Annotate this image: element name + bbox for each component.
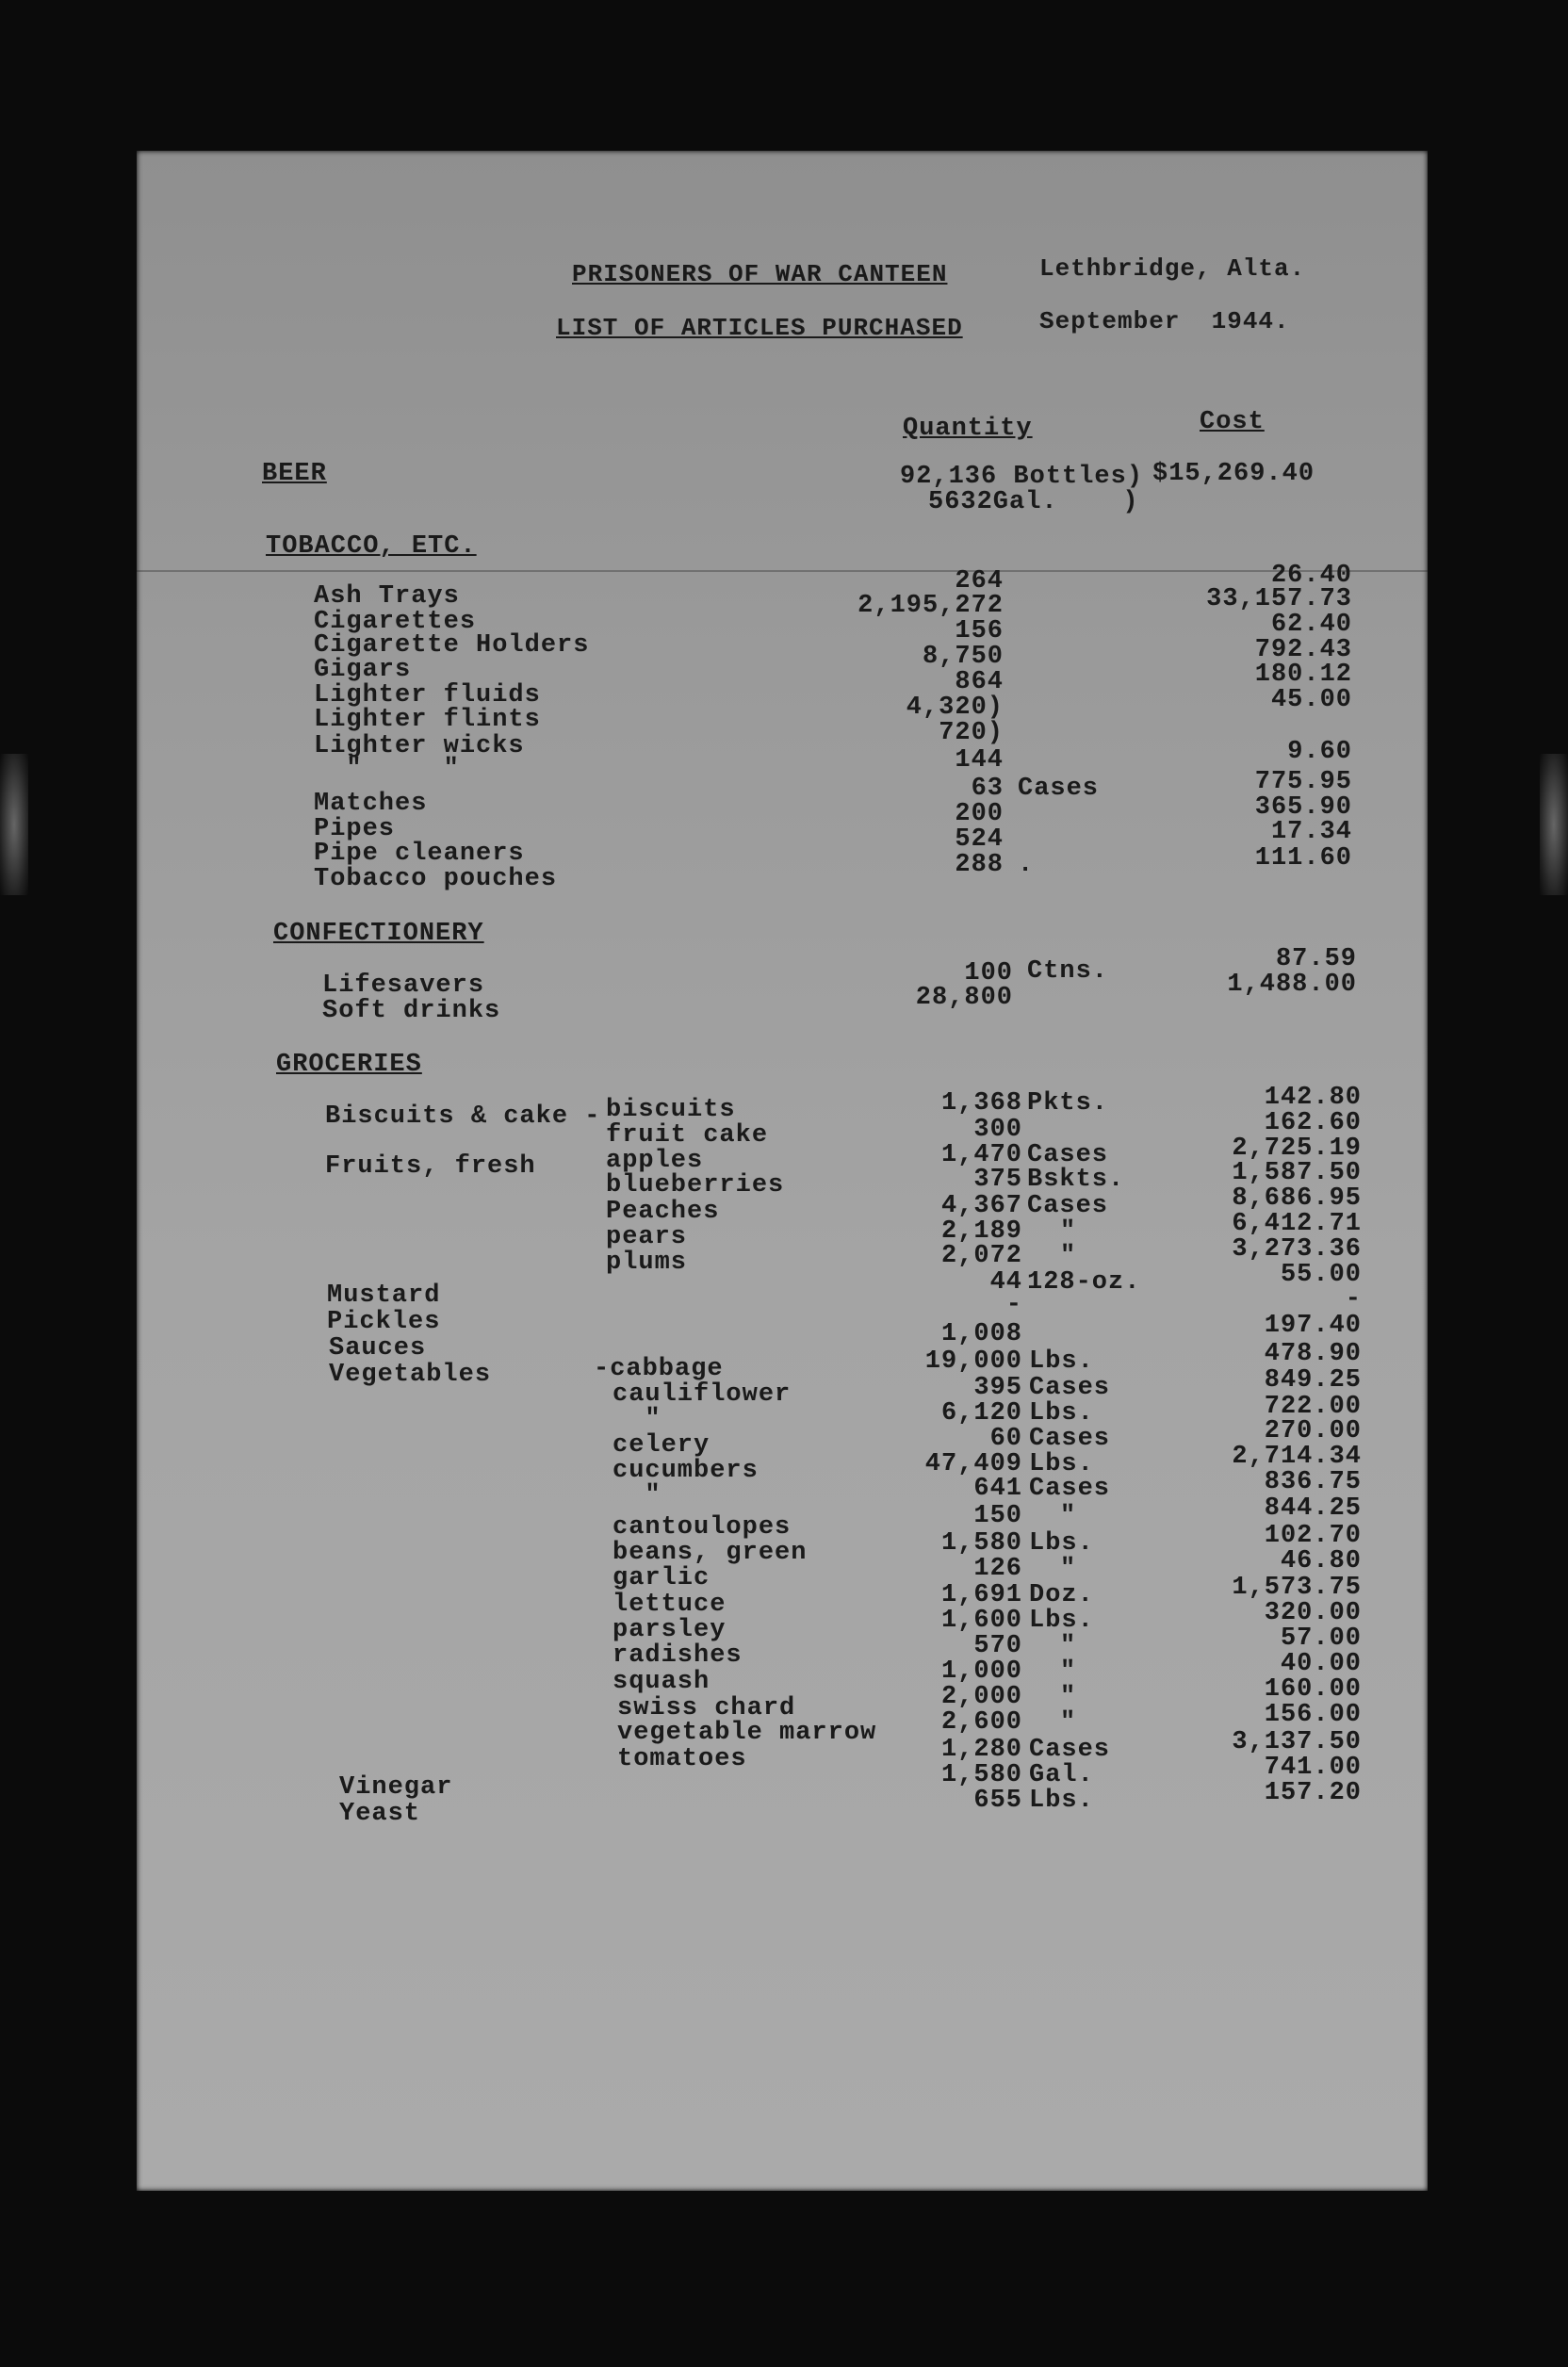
tobacco-item-name: Pipes [314,815,396,843]
quantity-header: Quantity [903,415,1033,443]
tobacco-item-name: Lighter wicks [314,732,525,760]
grocery-unit: " [1060,1502,1077,1530]
grocery-unit: " [1060,1632,1077,1660]
beer-qty-bottles: 92,136 Bottles) [900,463,1144,491]
grocery-qty: 2,600 [940,1708,1022,1737]
grocery-cost: 57.00 [1280,1624,1362,1653]
grocery-qty: 1,600 [940,1607,1022,1635]
tobacco-label: TOBACCO, ETC. [266,532,477,561]
grocery-unit: Lbs. [1029,1450,1094,1478]
tobacco-item-qty: 2,195,272 [858,592,1004,620]
grocery-qty: 395 [973,1374,1022,1402]
tobacco-item-name: Lighter fluids [314,681,541,710]
grocery-subitem: Peaches [606,1198,720,1226]
grocery-subitem: blueberries [606,1171,785,1200]
confectionery-item-unit: Ctns. [1027,957,1109,986]
grocery-category: Sauces [329,1334,427,1363]
grocery-subitem: parsley [612,1616,727,1644]
grocery-unit: Gal. [1029,1761,1094,1789]
film-edge-right [1540,754,1568,895]
grocery-qty: 2,189 [940,1217,1022,1246]
grocery-subitem: pears [606,1223,688,1251]
tobacco-item-qty: 156 [955,617,1004,645]
grocery-cost: 157.20 [1264,1779,1362,1807]
grocery-cost: 162.60 [1264,1109,1362,1137]
grocery-unit: Lbs. [1029,1607,1094,1635]
tobacco-item-qty: 524 [955,825,1004,854]
grocery-cost: 3,137.50 [1232,1728,1362,1756]
tobacco-item-qty: 288 [955,851,1004,879]
tobacco-item-name: Pipe cleaners [314,840,525,868]
tobacco-item-name: Cigarette Holders [314,631,590,660]
tobacco-item-cost: 111.60 [1254,844,1352,873]
tobacco-item-cost: 62.40 [1270,611,1352,639]
grocery-qty: 2,072 [940,1242,1022,1270]
confectionery-item-cost: 87.59 [1275,945,1357,973]
tobacco-item-name: Lighter flints [314,706,541,734]
grocery-subitem: apples [606,1147,704,1175]
grocery-category: Biscuits & cake - [325,1102,601,1131]
grocery-qty: 60 [989,1425,1022,1453]
tobacco-item-cost: 45.00 [1270,686,1352,714]
grocery-category: Vinegar [339,1773,453,1802]
grocery-unit: " [1060,1683,1077,1711]
tobacco-item-name: Cigarettes [314,608,477,636]
grocery-qty: 44 [989,1268,1022,1297]
grocery-cost: 55.00 [1280,1261,1362,1289]
grocery-qty: 1,580 [940,1761,1022,1789]
grocery-cost: 160.00 [1264,1675,1362,1704]
grocery-subitem: -cabbage [594,1355,724,1383]
doc-title: PRISONERS OF WAR CANTEEN [572,260,948,288]
grocery-subitem: celery [612,1431,710,1460]
grocery-qty: 641 [973,1475,1022,1503]
grocery-subitem: garlic [612,1564,710,1592]
grocery-cost: 836.75 [1264,1468,1362,1496]
grocery-qty: 19,000 [924,1347,1022,1376]
grocery-unit: Cases [1029,1475,1111,1503]
grocery-subitem: biscuits [606,1096,736,1124]
tobacco-item-qty: 4,320) [906,694,1004,722]
grocery-cost: 320.00 [1264,1599,1362,1627]
grocery-category: Fruits, fresh [325,1152,536,1181]
grocery-subitem: cauliflower [612,1380,792,1409]
tobacco-item-cost: 17.34 [1270,818,1352,846]
grocery-unit: Cases [1029,1374,1111,1402]
cost-header: Cost [1200,408,1265,436]
grocery-qty: 1,580 [940,1529,1022,1558]
confectionery-item-cost: 1,488.00 [1227,971,1357,999]
grocery-cost: 102.70 [1264,1522,1362,1550]
grocery-qty: 150 [973,1502,1022,1530]
grocery-unit: Lbs. [1029,1529,1094,1558]
confectionery-item-name: Soft drinks [322,997,501,1025]
grocery-cost: 46.80 [1280,1547,1362,1575]
doc-date: September 1944. [1039,307,1290,335]
grocery-qty: 1,691 [940,1581,1022,1609]
grocery-category: Yeast [339,1800,421,1828]
tobacco-item-cost: 180.12 [1254,661,1352,689]
grocery-qty: 1,000 [940,1657,1022,1686]
tobacco-item-cost: 33,157.73 [1206,585,1352,613]
confectionery-item-qty: 28,800 [915,984,1013,1012]
grocery-category: Mustard [327,1281,441,1310]
grocery-qty: 47,409 [924,1450,1022,1478]
grocery-unit: " [1060,1242,1077,1270]
grocery-qty: 2,000 [940,1683,1022,1711]
grocery-subitem: " [612,1405,662,1433]
grocery-cost: - [1345,1285,1362,1314]
grocery-cost: 844.25 [1264,1494,1362,1523]
grocery-category: Vegetables [329,1361,492,1389]
grocery-cost: 40.00 [1280,1650,1362,1678]
beer-cost: $15,269.40 [1152,460,1315,488]
grocery-unit: Cases [1027,1141,1109,1169]
grocery-cost: 722.00 [1264,1393,1362,1421]
grocery-subitem: " [612,1481,662,1510]
grocery-cost: 849.25 [1264,1366,1362,1395]
grocery-cost: 2,725.19 [1232,1135,1362,1163]
grocery-unit: Lbs. [1029,1399,1094,1428]
grocery-cost: 3,273.36 [1232,1235,1362,1264]
grocery-unit: Lbs. [1029,1787,1094,1815]
grocery-cost: 2,714.34 [1232,1443,1362,1471]
grocery-unit: " [1060,1708,1077,1737]
grocery-subitem: squash [612,1668,710,1696]
tobacco-item-qty: 63 [971,775,1004,803]
grocery-qty: 6,120 [940,1399,1022,1428]
grocery-subitem: tomatoes [617,1745,747,1773]
tobacco-item-qty: 144 [955,746,1004,775]
grocery-qty: 1,280 [940,1736,1022,1764]
grocery-subitem: fruit cake [606,1121,769,1150]
grocery-unit: Cases [1029,1736,1111,1764]
grocery-cost: 142.80 [1264,1084,1362,1112]
confectionery-item-name: Lifesavers [322,971,485,1000]
grocery-category: Pickles [327,1308,441,1336]
tobacco-item-cost: 775.95 [1254,768,1352,796]
grocery-cost: 197.40 [1264,1312,1362,1340]
grocery-qty: 1,368 [940,1089,1022,1118]
beer-label: BEER [262,460,327,488]
tobacco-item-cost: 792.43 [1254,636,1352,664]
grocery-subitem: swiss chard [617,1694,796,1722]
grocery-qty: 570 [973,1632,1022,1660]
grocery-cost: 741.00 [1264,1754,1362,1782]
grocery-subitem: radishes [612,1641,743,1670]
grocery-cost: 6,412.71 [1232,1210,1362,1238]
grocery-cost: 270.00 [1264,1417,1362,1445]
tobacco-item-qty: 720) [939,719,1004,747]
groceries-label: GROCERIES [276,1051,422,1079]
grocery-qty: - [1005,1291,1022,1319]
grocery-cost: 156.00 [1264,1701,1362,1729]
tobacco-item-unit: . [1018,851,1035,879]
grocery-unit: Lbs. [1029,1347,1094,1376]
grocery-qty: 1,470 [940,1141,1022,1169]
tobacco-item-name: Gigars [314,656,412,684]
doc-place: Lethbridge, Alta. [1039,254,1306,283]
grocery-subitem: plums [606,1249,688,1277]
grocery-unit: Cases [1027,1192,1109,1220]
grocery-subitem: beans, green [612,1539,808,1567]
grocery-cost: 1,587.50 [1232,1159,1362,1187]
tobacco-item-cost: 26.40 [1270,562,1352,590]
grocery-qty: 4,367 [940,1192,1022,1220]
grocery-qty: 375 [973,1166,1022,1194]
film-edge-left [0,754,28,895]
beer-qty-gal: 5632Gal. ) [928,488,1139,516]
grocery-subitem: cucumbers [612,1457,759,1485]
confectionery-label: CONFECTIONERY [273,920,484,948]
grocery-unit: " [1060,1657,1077,1686]
tobacco-item-qty: 264 [955,567,1004,596]
grocery-subitem: vegetable marrow [617,1719,877,1747]
tobacco-item-qty: 864 [955,668,1004,696]
grocery-qty: 655 [973,1787,1022,1815]
grocery-subitem: lettuce [612,1591,727,1619]
tobacco-item-unit: Cases [1018,775,1100,803]
confectionery-item-qty: 100 [964,959,1013,988]
tobacco-item-name: Tobacco pouches [314,865,558,893]
tobacco-item-cost: 365.90 [1254,793,1352,822]
grocery-unit: 128-oz. [1027,1268,1141,1297]
grocery-cost: 1,573.75 [1232,1574,1362,1602]
grocery-cost: 478.90 [1264,1340,1362,1368]
doc-subtitle: LIST OF ARTICLES PURCHASED [556,314,963,342]
tobacco-item-name: Matches [314,790,428,818]
grocery-unit: " [1060,1555,1077,1583]
grocery-unit: Pkts. [1027,1089,1109,1118]
document-page [137,151,1428,2191]
tobacco-item-qty: 8,750 [922,643,1004,671]
tobacco-item-cost: 9.60 [1287,738,1352,766]
grocery-unit: " [1060,1217,1077,1246]
grocery-qty: 300 [973,1116,1022,1144]
tobacco-item-qty: 200 [955,800,1004,828]
grocery-qty: 126 [973,1555,1022,1583]
grocery-unit: Cases [1029,1425,1111,1453]
tobacco-item-name: Ash Trays [314,582,460,611]
grocery-subitem: cantoulopes [612,1513,792,1542]
grocery-qty: 1,008 [940,1320,1022,1348]
grocery-unit: Bskts. [1027,1166,1125,1194]
grocery-cost: 8,686.95 [1232,1184,1362,1213]
tobacco-item-name: " " [314,755,460,783]
grocery-unit: Doz. [1029,1581,1094,1609]
